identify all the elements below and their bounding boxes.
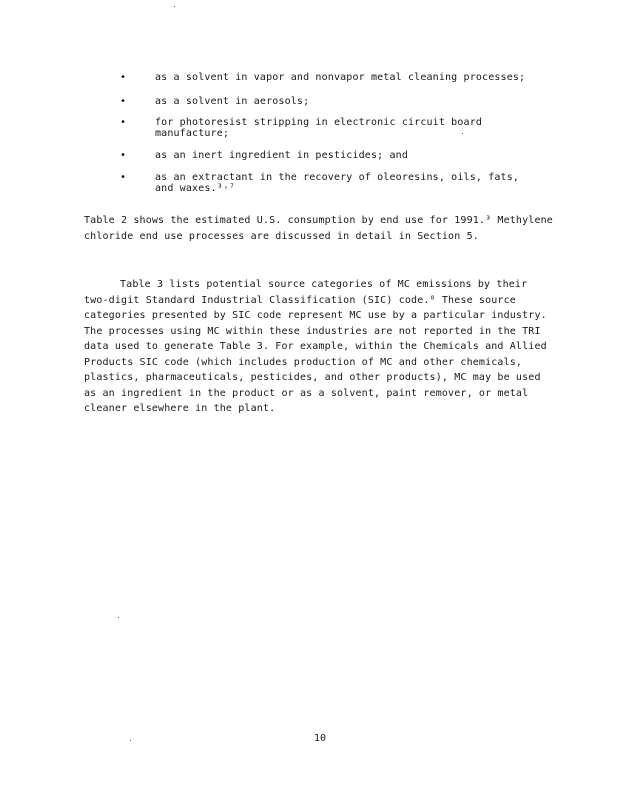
scan-speck	[462, 133, 463, 134]
bullet-text: as a solvent in vapor and nonvapor metal cleaning processes;	[155, 72, 526, 83]
bullet-text: for photoresist stripping in electronic circuit board manufacture;	[155, 117, 483, 139]
bullet-mark: •	[120, 96, 127, 107]
paragraph-source-categories: Table 3 lists potential source categories of MC emissions by their two-digit Standard Industrial Classification (SIC) code.⁸ These source categories presented by SIC code represent MC use by a particular industry. The processes using MC within these industries are not reported in the TRI data used to generate Table 3. For example, within the Chemicals and Allied Products SIC code (which includes production of MC and other chemicals, plastics, pharmaceuticals, pesticides, and other products), MC may be used as an ingredient in the product or as a solvent, paint remover, or metal cleaner elsewhere in the plant.	[84, 279, 547, 414]
bullet-mark: •	[120, 150, 127, 161]
bullet-mark: •	[120, 172, 127, 183]
scan-speck	[130, 740, 131, 741]
scan-speck	[174, 6, 175, 7]
bullet-text: as an inert ingredient in pesticides; and	[155, 150, 408, 161]
bullet-text: as a solvent in aerosols;	[155, 96, 310, 107]
page-number: 10	[313, 733, 327, 744]
bullet-mark: •	[120, 117, 127, 128]
bullet-mark: •	[120, 72, 127, 83]
scan-speck	[118, 617, 119, 618]
paragraph-end-use: Table 2 shows the estimated U.S. consumption by end use for 1991.³ Methylene chloride end use processes are discussed in detail in Section 5.	[84, 215, 553, 242]
bullet-text: as an extractant in the recovery of oleoresins, oils, fats, and waxes.³˒⁷	[155, 172, 520, 194]
